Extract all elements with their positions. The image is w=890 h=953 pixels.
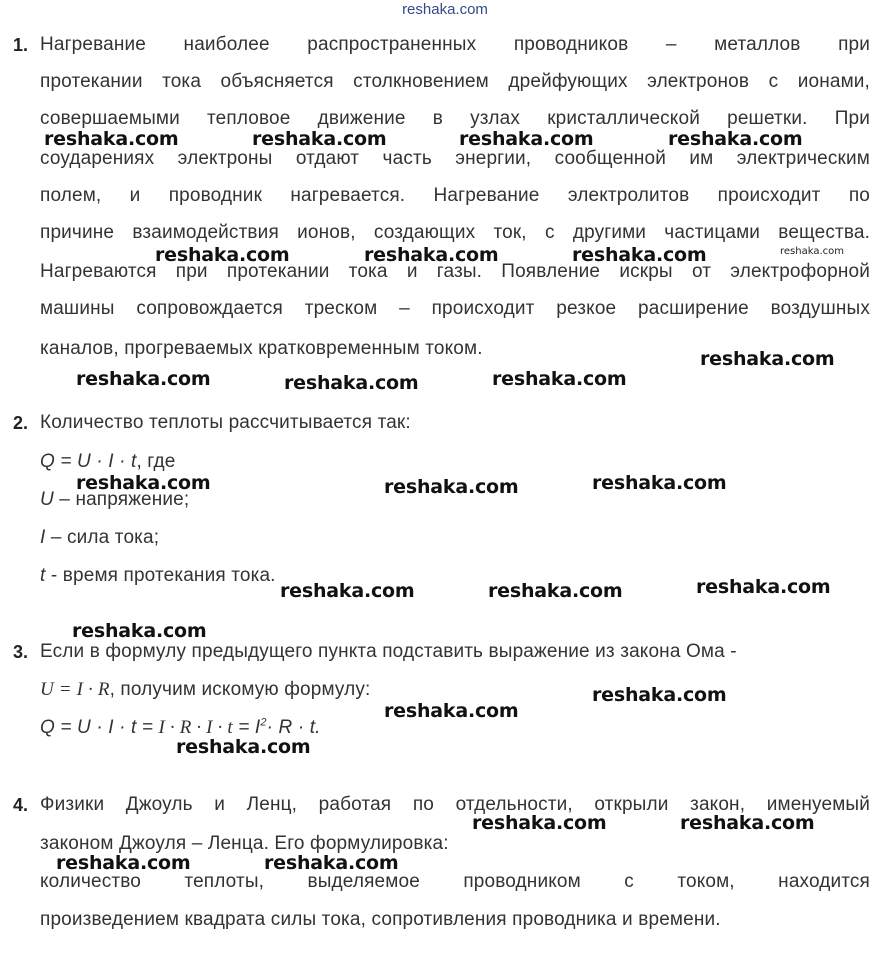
item-1-line: протекании тока объясняется столкновением дрейфующих электронов с ионами, — [40, 71, 870, 92]
item-1-line: причине взаимодействия ионов, создающих ток, с другими частицами вещества. — [40, 222, 870, 243]
definition-symbol: U — [40, 489, 54, 510]
watermark: reshaka.com — [384, 476, 519, 498]
watermark: reshaka.com — [592, 472, 727, 494]
item-2-definition — [40, 527, 870, 549]
item-1-line: Нагревание наиболее распространенных проводников – металлов при — [40, 34, 870, 55]
watermark: reshaka.com — [280, 580, 415, 602]
item-4-line: количество теплоты, выделяемое проводником с током, находится — [40, 871, 870, 892]
watermark: reshaka.com — [76, 368, 211, 390]
watermark: reshaka.com — [56, 852, 191, 874]
watermark: reshaka.com — [488, 580, 623, 602]
ohm-suffix: , получим искомую формулу: — [109, 679, 371, 700]
item-2-formula-line — [40, 451, 870, 473]
definition-text: – напряжение; — [53, 489, 190, 510]
watermark: reshaka.com — [459, 128, 594, 150]
item-1-line: Нагреваются при протекании тока и газы. Появление искры от электрофорной — [40, 261, 870, 282]
item-2-formula: Q = U · I · t — [40, 451, 137, 472]
item-1-number: 1. — [13, 35, 29, 55]
definition-text: - время протекания тока. — [45, 565, 276, 586]
formula-part: = I — [232, 717, 261, 738]
watermark: reshaka.com — [384, 700, 519, 722]
watermark: reshaka.com — [252, 128, 387, 150]
watermark: reshaka.com — [155, 244, 290, 266]
item-4-line: законом Джоуля – Ленца. Его формулировка: — [40, 833, 449, 854]
item-1-line: полем, и проводник нагревается. Нагревание электролитов происходит по — [40, 185, 870, 206]
watermark: reshaka.com — [572, 244, 707, 266]
ohm-formula: U = I · R — [40, 679, 110, 700]
formula-part: Q = U · I · t = — [40, 717, 159, 738]
watermark: reshaka.com — [668, 128, 803, 150]
header-watermark: reshaka.com — [402, 1, 488, 18]
definition-text: – сила тока; — [45, 527, 160, 548]
watermark: reshaka.com — [44, 128, 179, 150]
item-2-formula-suffix: , где — [136, 451, 176, 472]
item-3-ohm-line — [40, 679, 870, 701]
item-1-line: соударениях электроны отдают часть энергии, сообщенной им электрическим — [40, 148, 870, 169]
item-3-line: Если в формулу предыдущего пункта подставить выражение из закона Ома - — [40, 641, 737, 662]
item-1-line: каналов, прогреваемых кратковременным током. — [40, 338, 483, 359]
definition-symbol: I — [40, 527, 46, 548]
watermark: reshaka.com — [700, 348, 835, 370]
item-4-number: 4. — [13, 795, 29, 815]
watermark: reshaka.com — [680, 812, 815, 834]
item-1-line: совершаемыми тепловое движение в узлах кристаллической решетки. При — [40, 108, 870, 129]
formula-exponent: 2 — [260, 716, 267, 729]
watermark: reshaka.com — [364, 244, 499, 266]
watermark: reshaka.com — [264, 852, 399, 874]
watermark: reshaka.com — [696, 576, 831, 598]
watermark: reshaka.com — [492, 368, 627, 390]
item-1-line: машины сопровождается треском – происходит резкое расширение воздушных — [40, 298, 870, 319]
item-2-intro: Количество теплоты рассчитывается так: — [40, 412, 411, 433]
item-2-number: 2. — [13, 413, 29, 433]
item-4-line: Физики Джоуль и Ленц, работая по отдельности, открыли закон, именуемый — [40, 794, 870, 815]
watermark: reshaka.com — [472, 812, 607, 834]
watermark: reshaka.com — [76, 472, 211, 494]
item-4-line: произведением квадрата силы тока, сопротивления проводника и времени. — [40, 909, 721, 930]
definition-symbol: t — [40, 565, 46, 586]
watermark: reshaka.com — [592, 684, 727, 706]
item-3-number: 3. — [13, 642, 29, 662]
watermark: reshaka.com — [176, 736, 311, 758]
formula-part: I · R · I · t — [158, 717, 233, 738]
watermark: reshaka.com — [284, 372, 419, 394]
formula-part: · R · t. — [266, 717, 321, 738]
watermark: reshaka.com — [72, 620, 207, 642]
watermark-small: reshaka.com — [780, 246, 844, 257]
